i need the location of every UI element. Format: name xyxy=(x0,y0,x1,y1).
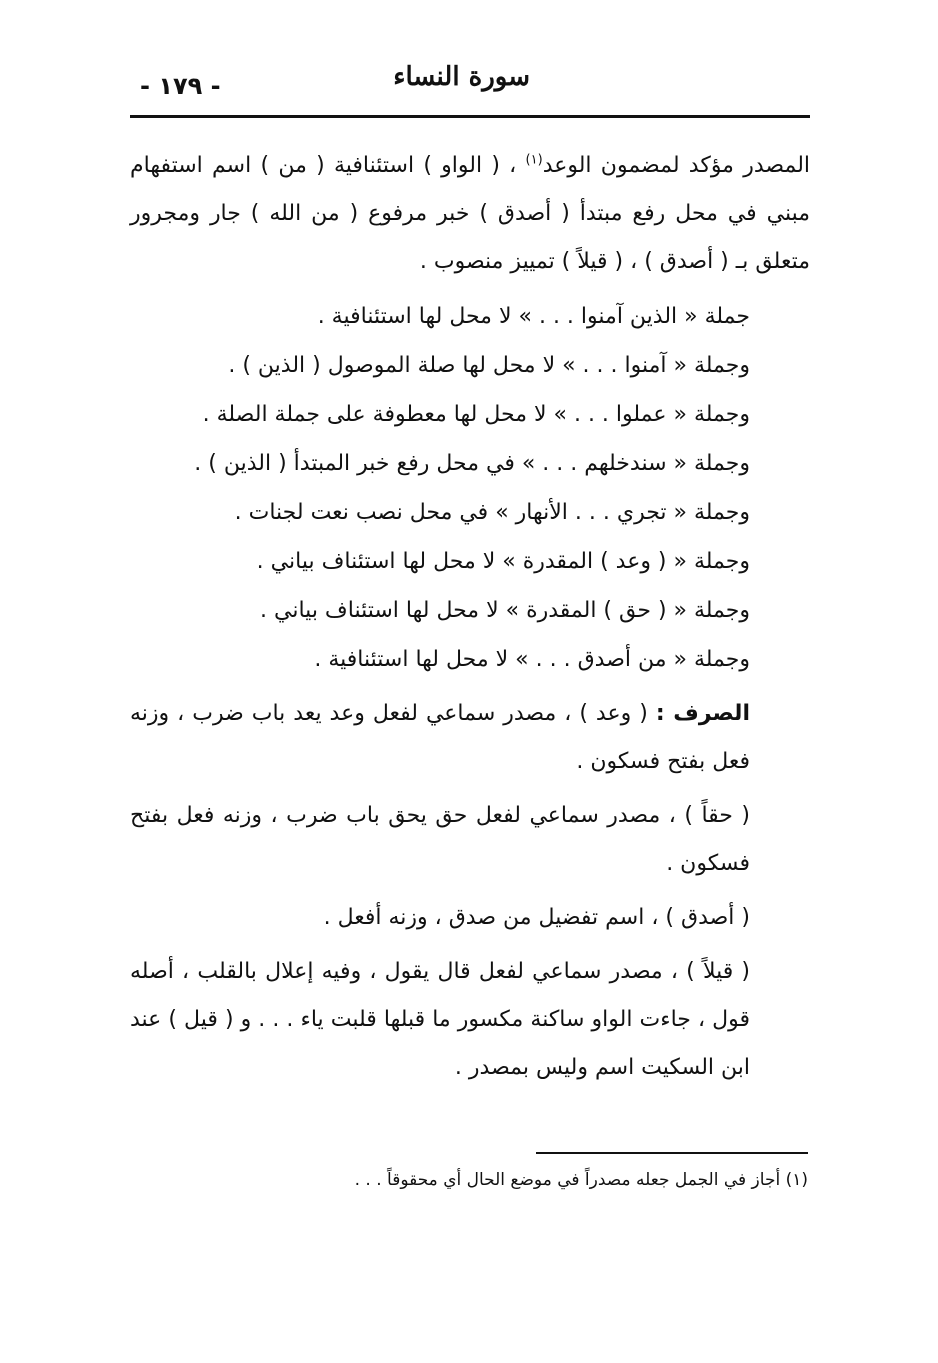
footnote-rule xyxy=(536,1152,808,1154)
sentence-item: وجملة « آمنوا . . . » لا محل لها صلة الموصول ( الذين ) . xyxy=(228,353,750,378)
header-rule xyxy=(130,115,810,118)
paragraph-qilan: ( قيلاً ) ، مصدر سماعي لفعل قال يقول ، وفيه إعلال بالقلب ، أصله قول ، جاءت الواو ساكنة مكسور ما قبلها قلبت ياء . . . و ( قيل ) عند ابن السكيت اسم وليس بمصدر . xyxy=(130,959,750,1080)
paragraph-asdaq: ( أصدق ) ، اسم تفضيل من صدق ، وزنه أفعل . xyxy=(323,905,750,930)
sentence-item: وجملة « ( وعد ) المقدرة » لا محل لها استئناف بياني . xyxy=(256,549,750,574)
sentence-item: وجملة « تجري . . . الأنهار » في محل نصب نعت لجنات . xyxy=(234,500,750,525)
paragraph-irab-rest: ، ( الواو ) استئنافية ( من ) اسم استفهام مبني في محل رفع مبتدأ ( أصدق ) خبر مرفوع ( من الله ) جار ومجرور متعلق بـ ( أصدق ) ، ( قيلاً ) تمييز منصوب . xyxy=(130,153,810,274)
page-body xyxy=(130,142,810,1098)
paragraph-irab xyxy=(130,142,810,286)
page-header xyxy=(130,62,810,118)
sentence-item: جملة « الذين آمنوا . . . » لا محل لها استئنافية . xyxy=(317,304,750,329)
sentence-list xyxy=(130,292,810,684)
sentence-item: وجملة « عملوا . . . » لا محل لها معطوفة على جملة الصلة . xyxy=(202,402,750,427)
page-number: - ١٧٩ - xyxy=(140,72,221,100)
sentence-item: وجملة « من أصدق . . . » لا محل لها استئنافية . xyxy=(314,647,750,672)
footnote: (١) أجاز في الجمل جعله مصدراً في موضع الحال أي محقوقاً . . . xyxy=(354,1170,808,1190)
paragraph-haqqan: ( حقاً ) ، مصدر سماعي لفعل حق يحق باب ضرب ، وزنه فعل بفتح فسكون . xyxy=(130,803,750,876)
footnote-ref: (١) xyxy=(525,152,543,168)
sentence-item: وجملة « ( حق ) المقدرة » لا محل لها استئناف بياني . xyxy=(260,598,750,623)
sarf-text: ( وعد ) ، مصدر سماعي لفعل وعد يعد باب ضرب ، وزنه فعل بفتح فسكون . xyxy=(130,701,750,774)
paragraph-sarf xyxy=(130,690,810,786)
sentence-item: وجملة « سندخلهم . . . » في محل رفع خبر المبتدأ ( الذين ) . xyxy=(194,451,750,476)
surah-title: سورة النساء xyxy=(393,62,530,92)
sarf-label: الصرف : xyxy=(655,701,750,726)
paragraph-irab-start: المصدر مؤكد لمضمون الوعد xyxy=(542,153,811,178)
